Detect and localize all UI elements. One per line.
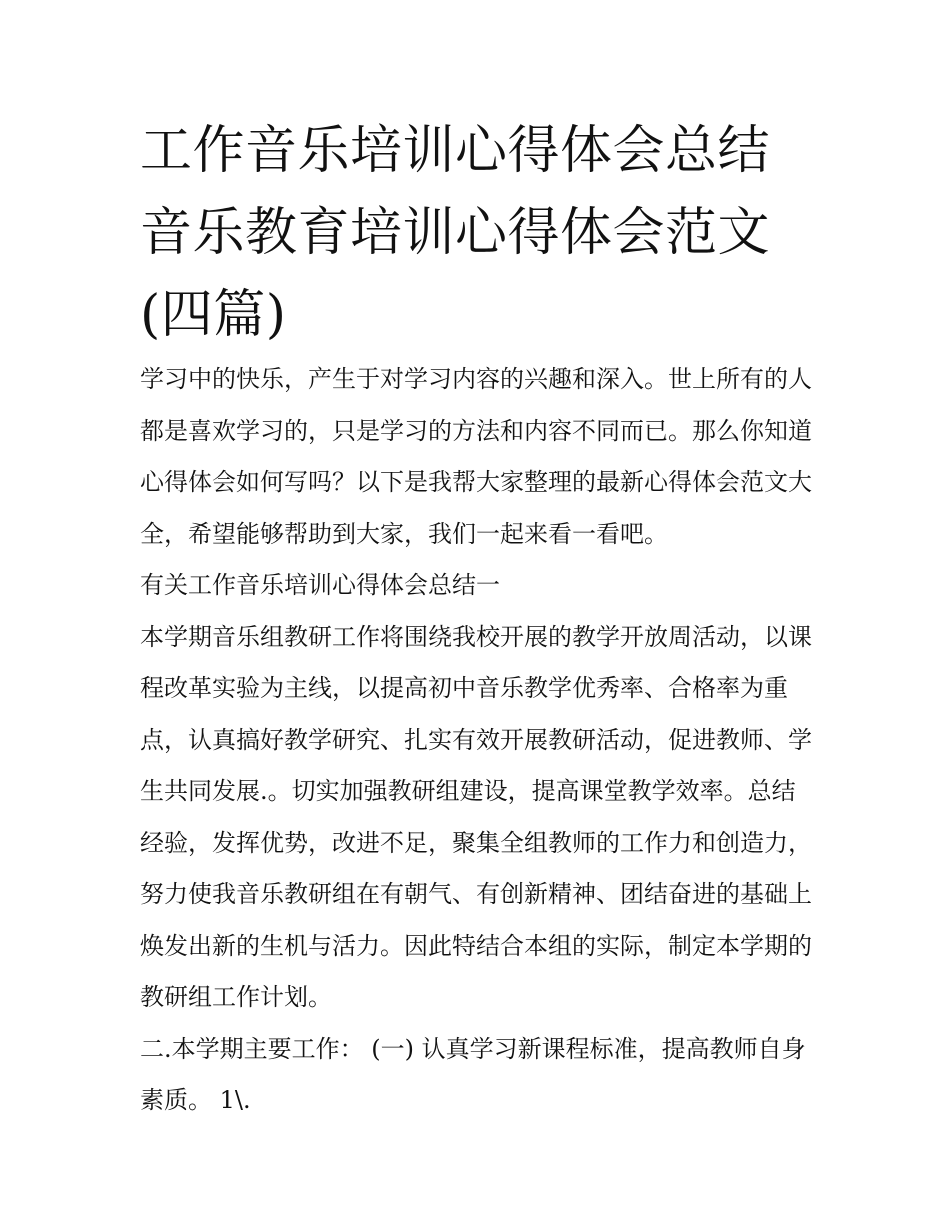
work-items-paragraph: 二.本学期主要工作： (一) 认真学习新课程标准，提高教师自身素质。 1\. bbox=[140, 1034, 806, 1114]
intro-paragraph: 学习中的快乐，产生于对学习内容的兴趣和深入。世上所有的人都是喜欢学习的，只是学习的方法和内容不同而已。那么你知道心得体会如何写吗？以下是我帮大家整理的最新心得体会范文大全，希望能够帮助到大家，我们一起来看一看吧。 bbox=[140, 365, 812, 548]
section-heading: 有关工作音乐培训心得体会总结一 bbox=[140, 571, 500, 599]
document-title: 工作音乐培训心得体会总结 音乐教育培训心得体会范文(四篇) bbox=[140, 121, 771, 345]
document-body bbox=[140, 354, 816, 1127]
body-paragraph: 本学期音乐组教研工作将围绕我校开展的教学开放周活动，以课程改革实验为主线，以提高初中音乐教学优秀率、合格率为重点，认真搞好教学研究、扎实有效开展教研活动，促进教师、学生共同发展.。切实加强教研组建设，提高课堂教学效率。总结经验，发挥优势，改进不足，聚集全组教师的工作力和创造力，努力使我音乐教研组在有朝气、有创新精神、团结奋进的基础上焕发出新的生机与活力。因此特结合本组的实际，制定本学期的教研组工作计划。 bbox=[140, 622, 812, 1011]
